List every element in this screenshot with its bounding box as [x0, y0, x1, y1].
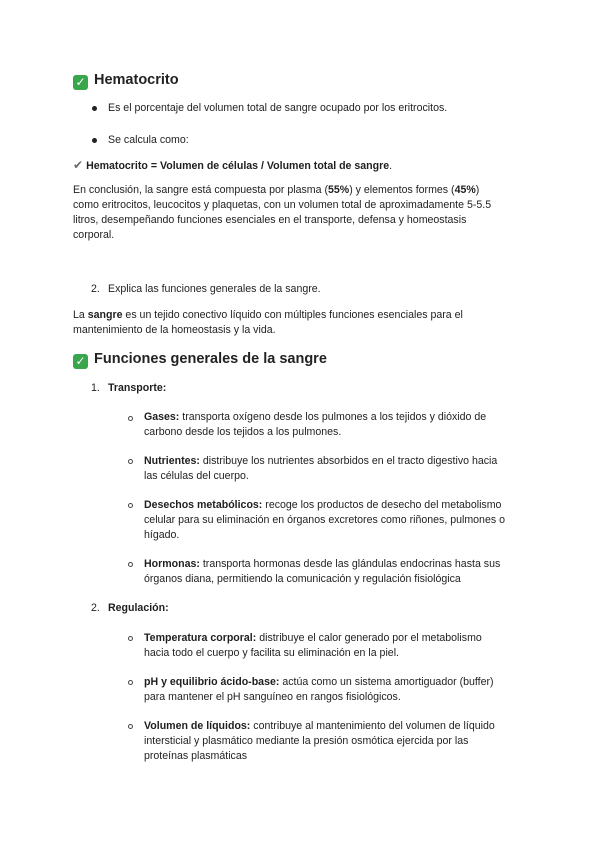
intro-bold: sangre	[87, 309, 123, 321]
conclusion-line-4: corporal.	[73, 229, 115, 241]
list-item	[144, 719, 495, 734]
circle-bullet-icon	[128, 503, 133, 508]
question-number: 2.	[91, 283, 100, 295]
section-number: 1.	[91, 382, 100, 394]
circle-bullet-icon	[128, 636, 133, 641]
circle-bullet-icon	[128, 562, 133, 567]
list-item	[144, 454, 497, 469]
circle-bullet-icon	[128, 416, 133, 421]
list-item-line: hacia todo el cuerpo y facilita su eliminación en la piel.	[144, 647, 399, 659]
section-number: 2.	[91, 602, 100, 614]
heading-funciones	[73, 350, 327, 369]
list-item-line: celular para su eliminación en órganos excretores como riñones, pulmones o	[144, 514, 505, 526]
intro-text: La	[73, 309, 88, 321]
item-title: pH y equilibrio ácido-base:	[144, 676, 280, 688]
item-title: Temperatura corporal:	[144, 632, 257, 644]
item-text: recoge los productos de desecho del metabolismo	[262, 499, 502, 511]
list-item-line: órganos diana, permitiendo la comunicación y regulación fisiológica	[144, 573, 461, 585]
circle-bullet-icon	[128, 459, 133, 464]
formula-end: .	[389, 160, 393, 172]
question-text: Explica las funciones generales de la sangre.	[108, 283, 321, 295]
intro-text: es un tejido conectivo líquido con múltiples funciones esenciales para el	[122, 309, 463, 321]
list-item	[144, 675, 494, 690]
list-item: Se calcula como:	[108, 134, 189, 146]
item-title: Hormonas:	[144, 558, 200, 570]
item-title: Nutrientes:	[144, 455, 200, 467]
list-item-line: para mantener el pH sanguíneo en rangos fisiológicos.	[144, 691, 401, 703]
circle-bullet-icon	[128, 680, 133, 685]
formes-percent: 45%	[454, 184, 476, 196]
item-text: transporta hormonas desde las glándulas endocrinas hasta sus	[199, 558, 501, 570]
list-item	[144, 631, 482, 646]
list-item-line: carbono desde los tejidos a los pulmones.	[144, 426, 342, 438]
section-title-regulacion: Regulación:	[108, 602, 169, 614]
list-item	[144, 498, 501, 513]
item-title: Gases:	[144, 411, 180, 423]
circle-bullet-icon	[128, 724, 133, 729]
list-item-line: intersticial y plasmático mediante la presión osmótica ejercida por las	[144, 735, 469, 747]
item-text: distribuye los nutrientes absorbidos en el tracto digestivo hacia	[199, 455, 498, 467]
formula-line	[73, 158, 392, 174]
bullet-icon	[92, 106, 97, 111]
list-item-line: proteínas plasmáticas	[144, 750, 248, 762]
item-text: transporta oxígeno desde los pulmones a los tejidos y dióxido de	[179, 411, 487, 423]
plasma-percent: 55%	[327, 184, 350, 196]
check-icon: ✓	[73, 75, 88, 90]
conclusion-text: ) y elementos formes (	[349, 184, 455, 196]
bullet-icon	[92, 138, 97, 143]
item-text: distribuye el calor generado por el metabolismo	[256, 632, 482, 644]
list-item-line: las células del cuerpo.	[144, 470, 249, 482]
heading-hematocrito-text: Hematocrito	[94, 72, 179, 88]
list-item: Es el porcentaje del volumen total de sangre ocupado por los eritrocitos.	[108, 102, 448, 114]
item-title: Volumen de líquidos:	[144, 720, 251, 732]
item-text: contribuye al mantenimiento del volumen de líquido	[250, 720, 495, 732]
conclusion-text: En conclusión, la sangre está compuesta por plasma (	[73, 184, 328, 196]
conclusion-line-2: como eritrocitos, leucocitos y plaquetas, con un volumen total de aproximadamente 5-5.5	[73, 199, 492, 211]
list-item	[144, 410, 486, 425]
heading-hematocrito	[73, 71, 179, 90]
conclusion-line-3: litros, desempeñando funciones esenciales en el transporte, defensa y homeostasis	[73, 214, 467, 226]
conclusion-line-1	[73, 183, 479, 198]
intro-line-2: mantenimiento de la homeostasis y la vida.	[73, 324, 276, 336]
item-text: actúa como un sistema amortiguador (buffer)	[279, 676, 494, 688]
formula: Hematocrito = Volumen de células / Volumen total de sangre	[86, 160, 390, 172]
list-item-line: hígado.	[144, 529, 180, 541]
heading-funciones-text: Funciones generales de la sangre	[94, 351, 327, 367]
intro-line-1	[73, 308, 463, 323]
check-icon: ✓	[73, 354, 88, 369]
list-item	[144, 557, 500, 572]
conclusion-text: )	[475, 184, 480, 196]
checkmark-icon: ✔	[73, 158, 84, 172]
item-title: Desechos metabólicos:	[144, 499, 263, 511]
section-title-transporte: Transporte:	[108, 382, 167, 394]
